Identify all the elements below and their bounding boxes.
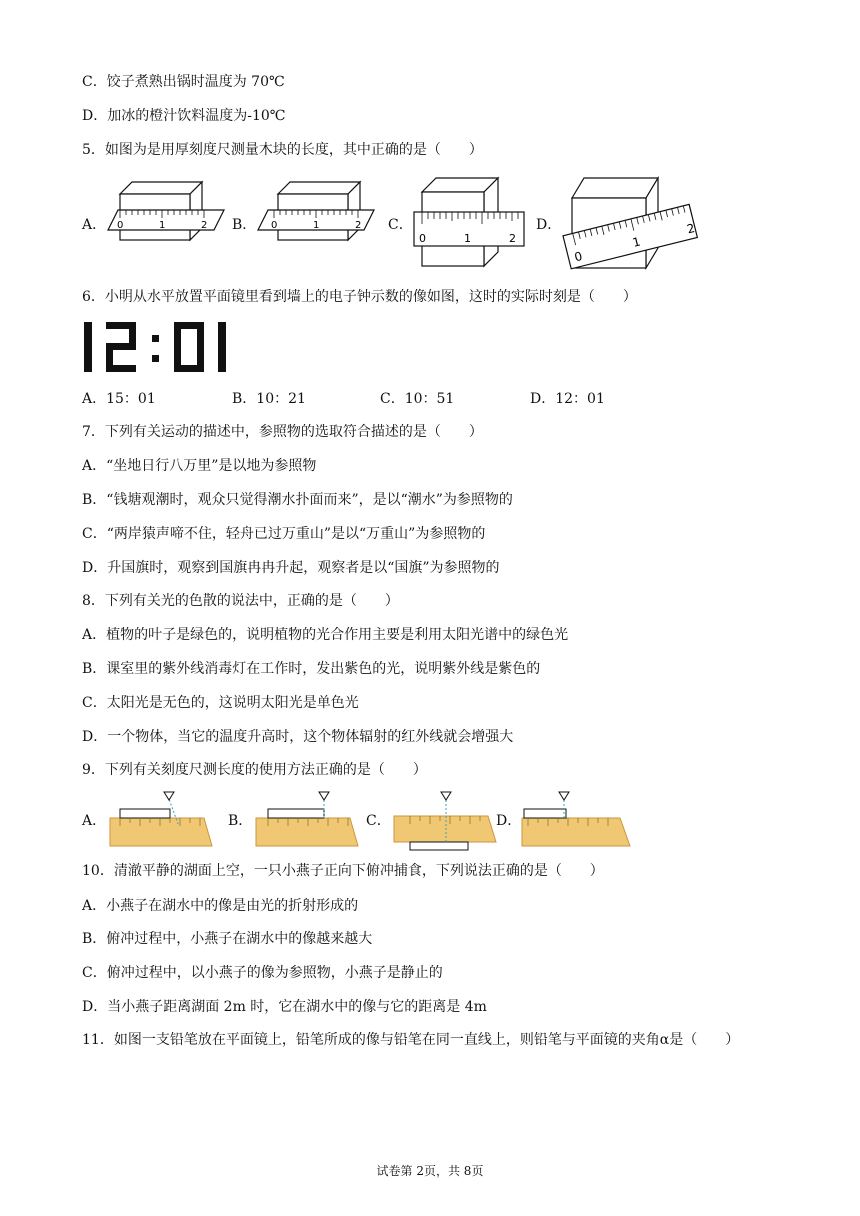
q9-stem: 9．下列有关刻度尺测长度的使用方法正确的是（ ） (82, 762, 427, 778)
q9-figure-d (518, 788, 638, 848)
q8-option-c: C．太阳光是无色的，这说明太阳光是单色光 (82, 695, 359, 711)
q5-figure-d (558, 172, 708, 272)
q6-option-c: C．10：51 (380, 391, 455, 407)
q5c-tick-2: 2 (509, 232, 516, 245)
q6-digital-clock (80, 318, 230, 376)
q5-figure-row (82, 172, 722, 272)
q6-option-a: A．15：01 (82, 391, 156, 407)
q9-label-c: C． (366, 813, 391, 829)
q7-option-c: C．“两岸猿声啼不住，轻舟已过万重山”是以“万重山”为参照物的 (82, 526, 486, 542)
q5-figure-b (254, 172, 384, 262)
q8-option-a: A．植物的叶子是绿色的，说明植物的光合作用主要是利用太阳光谱中的绿色光 (82, 627, 569, 643)
q9-figure-row (82, 788, 642, 852)
q5b-tick-2: 2 (355, 220, 362, 231)
q5-stem: 5．如图为是用厚刻度尺测量木块的长度，其中正确的是（ ） (82, 142, 483, 158)
q5d-tick-1: 1 (631, 234, 642, 250)
q5-label-c: C． (388, 217, 413, 233)
q10-option-c: C．俯冲过程中，以小燕子的像为参照物，小燕子是静止的 (82, 965, 443, 981)
page-footer: 试卷第 2页，共 8页 (376, 1164, 484, 1178)
q4-option-d: D．加冰的橙汁饮料温度为-10℃ (82, 108, 286, 124)
q5c-tick-0: 0 (419, 232, 426, 245)
q10-stem: 10．清澈平静的湖面上空，一只小燕子正向下俯冲捕食，下列说法正确的是（ ） (82, 863, 604, 879)
q11-stem: 11．如图一支铅笔放在平面镜上，铅笔所成的像与铅笔在同一直线上，则铅笔与平面镜的夹角α是（ ） (82, 1032, 740, 1048)
q9-figure-c (388, 788, 498, 852)
q5b-tick-1: 1 (313, 220, 320, 231)
q10-option-b: B．俯冲过程中，小燕子在湖水中的像越来越大 (82, 931, 373, 947)
q5-label-d: D． (536, 217, 562, 233)
q5d-tick-2: 2 (685, 220, 697, 237)
q5-label-b: B． (232, 217, 257, 233)
q8-option-b: B．课室里的紫外线消毒灯在工作时，发出紫色的光，说明紫外线是紫色的 (82, 661, 541, 677)
q5c-tick-1: 1 (464, 232, 471, 245)
q6-option-d: D．12：01 (530, 391, 605, 407)
q5a-tick-2: 2 (201, 220, 208, 231)
q10-option-a: A．小燕子在湖水中的像是由光的折射形成的 (82, 898, 359, 914)
q5-figure-c (410, 172, 530, 272)
q8-option-d: D．一个物体，当它的温度升高时，这个物体辐射的红外线就会增强大 (82, 729, 514, 745)
q5a-tick-1: 1 (159, 220, 166, 231)
q7-option-a: A．“坐地日行八万里”是以地为参照物 (82, 458, 317, 474)
q9-figure-b (250, 788, 360, 848)
q5d-tick-0: 0 (572, 249, 584, 265)
q9-figure-a (104, 788, 214, 848)
q9-label-a: A． (82, 813, 107, 829)
q5-figure-a (104, 172, 234, 262)
q5a-tick-0: 0 (117, 220, 124, 231)
q6-option-b: B．10：21 (232, 391, 306, 407)
q9-label-d: D． (496, 813, 522, 829)
q7-option-b: B．“钱塘观潮时，观众只觉得潮水扑面而来”，是以“潮水”为参照物的 (82, 492, 513, 508)
q8-stem: 8．下列有关光的色散的说法中，正确的是（ ） (82, 593, 399, 609)
q5-label-a: A． (82, 217, 107, 233)
q7-stem: 7．下列有关运动的描述中，参照物的选取符合描述的是（ ） (82, 424, 483, 440)
q5b-tick-0: 0 (271, 220, 278, 231)
q9-label-b: B． (228, 813, 253, 829)
q10-option-d: D．当小燕子距离湖面 2m 时，它在湖水中的像与它的距离是 4m (82, 999, 487, 1015)
q7-option-d: D．升国旗时，观察到国旗冉冉升起，观察者是以“国旗”为参照物的 (82, 560, 500, 576)
q6-stem: 6．小明从水平放置平面镜里看到墙上的电子钟示数的像如图，这时的实际时刻是（ ） (82, 289, 637, 305)
q4-option-c: C．饺子煮熟出锅时温度为 70℃ (82, 74, 285, 90)
